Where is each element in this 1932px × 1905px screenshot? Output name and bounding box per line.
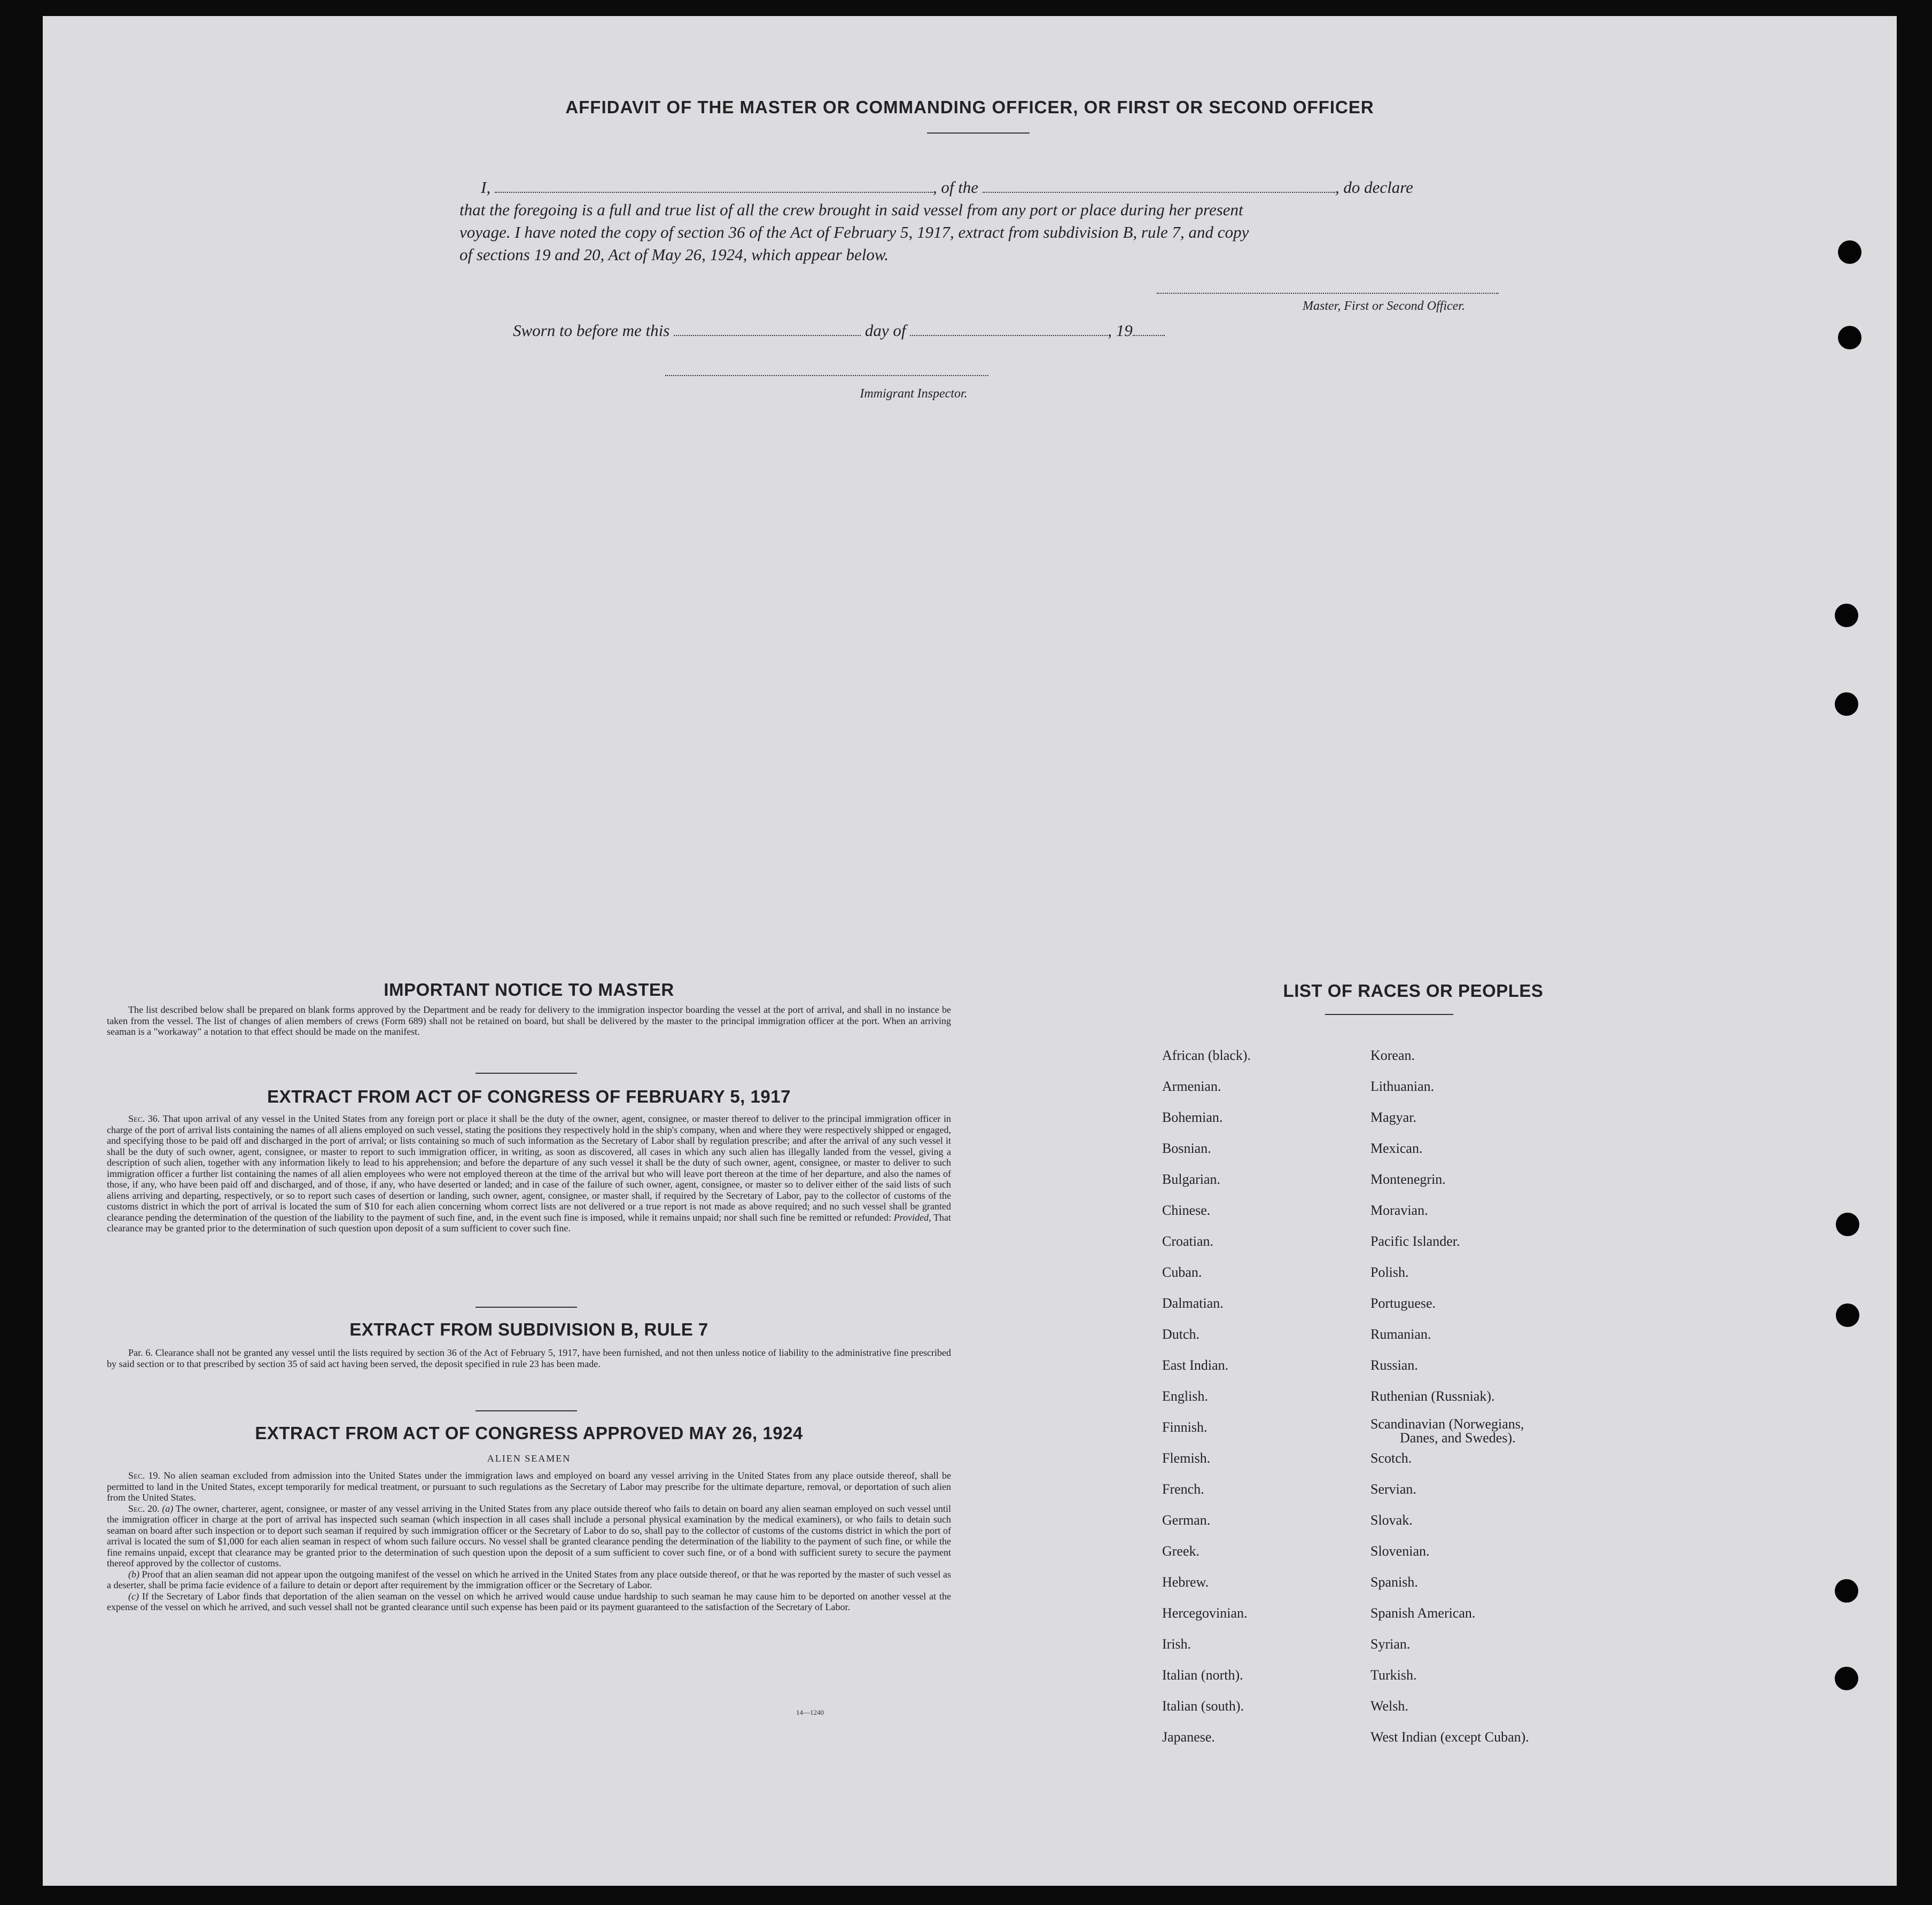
races-title: LIST OF RACES OR PEOPLES — [1283, 981, 1544, 1001]
race-item: Welsh. — [1370, 1698, 1408, 1714]
affidavit-line-4: of sections 19 and 20, Act of May 26, 1924, which appear below. — [459, 245, 889, 264]
affidavit-line-3: voyage. I have noted the copy of section 36 of the Act of February 5, 1917, extract from subdivision B, rule 7, and copy — [459, 223, 1249, 241]
race-item: Italian (north). — [1162, 1667, 1243, 1683]
race-item: Hebrew. — [1162, 1574, 1209, 1590]
section-20c-mark: (c) — [128, 1590, 139, 1602]
race-item: Russian. — [1370, 1357, 1418, 1373]
race-item: Mexican. — [1370, 1141, 1423, 1156]
inspector-signature-line[interactable] — [665, 375, 988, 376]
binder-hole — [1835, 604, 1858, 627]
race-item: African (black). — [1162, 1048, 1251, 1063]
race-item: Lithuanian. — [1370, 1079, 1435, 1094]
race-item: Cuban. — [1162, 1264, 1202, 1280]
race-item: Bosnian. — [1162, 1141, 1211, 1156]
sworn-month-field[interactable] — [910, 322, 1108, 336]
race-item: Korean. — [1370, 1048, 1415, 1063]
binder-hole — [1835, 692, 1858, 716]
rule-7-text — [107, 1347, 951, 1369]
sworn-statement — [513, 319, 1165, 342]
race-item: Bulgarian. — [1162, 1172, 1221, 1187]
race-item: West Indian (except Cuban). — [1370, 1729, 1529, 1745]
section-19-20-text — [107, 1470, 951, 1613]
race-item: Hercegovinian. — [1162, 1605, 1248, 1621]
race-item: Spanish American. — [1370, 1605, 1476, 1621]
section-19-body: No alien seaman excluded from admission into the United States under the immigration laws and employed on board any vessel arriving in the United States from any place outside thereof, shall be permitted to land in the United States, except temporarily for medical treatment, or pursuant to such regulations as the Secretary of Labor may prescribe for the ultimate departure, removal, or deportation of such alien from the United States. — [107, 1470, 951, 1503]
race-item: Scandinavian (Norwegians, — [1370, 1416, 1524, 1432]
divider — [1325, 1014, 1453, 1015]
alien-seamen-subtitle: ALIEN SEAMEN — [487, 1453, 571, 1464]
race-item: Turkish. — [1370, 1667, 1417, 1683]
race-item: Armenian. — [1162, 1079, 1221, 1094]
day-of-text: day of — [864, 321, 906, 340]
divider — [476, 1410, 577, 1411]
race-item: Croatian. — [1162, 1233, 1214, 1249]
race-item: Scotch. — [1370, 1450, 1412, 1466]
race-item: Irish. — [1162, 1636, 1191, 1652]
race-item: French. — [1162, 1481, 1204, 1497]
race-item: Greek. — [1162, 1543, 1200, 1559]
binder-hole — [1836, 1213, 1859, 1236]
binder-hole — [1838, 240, 1861, 264]
race-item: Slovak. — [1370, 1512, 1413, 1528]
do-declare-text: , do declare — [1335, 178, 1413, 197]
race-item: Syrian. — [1370, 1636, 1411, 1652]
section-20a-body: The owner, charterer, agent, consignee, or master of any vessel arriving in the United States from any place outside thereof who fails to detain on board any alien seaman employed on such vessel until the immigration officer in charge at the port of arrival has inspected such seaman (which inspection in all cases shall include a personal physical examination by the medical examiners), or who fails to detain such seaman on board after such inspection or to deport such seaman if required by such immigration officer or the Secretary of Labor to do so, shall pay to the collector of customs of the customs district in which the port of arrival is located the sum of $1,000 for each alien seaman in respect of whom such failure occurs. No vessel shall be granted clearance pending the determination of the liability to the payment of such fine, or while the fine remains unpaid, except that clearance may be granted prior to the determination of such question upon the deposit of a sum sufficient to cover such fine, or of a bond with sufficient surety to secure the payment thereof approved by the collector of customs. — [107, 1503, 951, 1568]
section-36-text — [107, 1113, 951, 1234]
year-prefix: , 19 — [1108, 321, 1133, 340]
race-item: Spanish. — [1370, 1574, 1418, 1590]
binder-hole — [1838, 326, 1861, 349]
race-item: English. — [1162, 1388, 1208, 1404]
master-signature-line[interactable] — [1157, 293, 1499, 294]
form-page — [43, 16, 1897, 1886]
race-item: Pacific Islander. — [1370, 1233, 1460, 1249]
race-item-continuation: Danes, and Swedes). — [1400, 1430, 1516, 1446]
binder-hole — [1836, 1303, 1859, 1327]
race-item: Moravian. — [1370, 1203, 1428, 1218]
race-item: Chinese. — [1162, 1203, 1211, 1218]
section-20-label: Sec. 20. — [128, 1503, 160, 1514]
sworn-day-field[interactable] — [674, 322, 861, 336]
of-the-text: , of the — [932, 178, 979, 197]
notice-paragraph: The list described below shall be prepared on blank forms approved by the Department and be ready for delivery to the immigration inspector boarding the vessel at the port of arrival, and shall in no instance be taken from the vessel. The list of changes of alien members of crews (Form 689) shall not be retained on board, but shall be delivered by the master to the principal immigration officer at the port. When an arriving seaman is a "workaway" a notation to that effect should be made on the manifest. — [107, 1004, 951, 1037]
race-item: Magyar. — [1370, 1110, 1416, 1125]
race-item: Italian (south). — [1162, 1698, 1244, 1714]
race-item: Portuguese. — [1370, 1295, 1436, 1311]
provided-word: Provided, — [893, 1212, 931, 1223]
section-20c-body: If the Secretary of Labor finds that deportation of the alien seaman on the vessel on which he arrived would cause undue hardship to such seaman he may cause him to be deported on another vessel at the expense of the vessel on which he arrived, and such vessel shall not be granted clearance until such expense has been paid or its payment guaranteed to the satisfaction of the Secretary of Labor. — [107, 1590, 951, 1612]
section-36-label: Sec. 36. — [128, 1113, 160, 1124]
race-item: Finnish. — [1162, 1419, 1208, 1435]
title-underline — [927, 132, 1030, 134]
race-item: Ruthenian (Russniak). — [1370, 1388, 1495, 1404]
race-item: Slovenian. — [1370, 1543, 1430, 1559]
master-signature-label: Master, First or Second Officer. — [1303, 299, 1465, 313]
race-item: Servian. — [1370, 1481, 1416, 1497]
divider — [476, 1307, 577, 1308]
race-item: Dalmatian. — [1162, 1295, 1224, 1311]
section-20b-mark: (b) — [128, 1568, 139, 1580]
race-item: Rumanian. — [1370, 1326, 1431, 1342]
sworn-year-field[interactable] — [1133, 322, 1165, 336]
binder-hole — [1835, 1579, 1858, 1603]
sworn-text: Sworn to before me this — [513, 321, 670, 340]
section-36-end: That clearance may be granted prior to the determination of such question upon deposit of a sum sufficient to cover such fine. — [107, 1212, 951, 1233]
affidavit-title: AFFIDAVIT OF THE MASTER OR COMMANDING OFFICER, OR FIRST OR SECOND OFFICER — [565, 97, 1374, 117]
section-19-label: Sec. 19. — [128, 1470, 160, 1481]
binder-hole — [1835, 1667, 1858, 1690]
notice-body — [107, 1004, 951, 1037]
notice-title: IMPORTANT NOTICE TO MASTER — [384, 980, 674, 1000]
affidavit-line-2: that the foregoing is a full and true list of all the crew brought in said vessel from any port or place during her present — [459, 200, 1243, 219]
form-number: 14—1240 — [796, 1708, 824, 1716]
race-item: Montenegrin. — [1370, 1172, 1446, 1187]
section-36-body: That upon arrival of any vessel in the United States from any foreign port or place it shall be the duty of the owner, agent, consignee, or master thereof to deliver to the principal immigration officer in charge of the port of arrival lists containing the names of all aliens employed on such vessel, stating the positions they respectively hold in the ship's company, when and where they were respectively shipped or engaged, and specifying those to be paid off and discharged in the port of arrival; or lists containing so much of such information as the Secretary of Labor shall by regulation prescribe; and after the arrival of any such vessel it shall be the duty of such owner, agent, consignee, or master to report to such immigration officer, in writing, as soon as discovered, all cases in which any such alien has illegally landed from the vessel, giving a description of such alien, together with any information likely to lead to his apprehension; and before the departure of any such vessel it shall be the duty of such owner, agent, consignee, or master to deliver to such immigration officer a further list containing the names of all alien employees who were not employed thereon at the time of the arrival but who will leave port thereon at the time of her departure, and also the names of those, if any, who have been paid off and discharged, and of those, if any, who have deserted or landed; and in case of the failure of such owner, agent, consignee, or master so to deliver either of the said lists of such aliens arriving and departing, respectively, or so to report such cases of desertion or landing, such owner, agent, consignee, or master shall, if required by the Secretary of Labor, pay to the collector of customs of the customs district in which the port of arrival is located the sum of $10 for each alien concerning whom correct lists are not delivered or a true report is not made as above required; and no such vessel shall be granted clearance pending the determination of the question of the liability to the payment of such fine, and, in the event such fine is imposed, while it remains unpaid; nor shall such fine be remitted or refunded: — [107, 1113, 951, 1223]
section-20b-body: Proof that an alien seaman did not appear upon the outgoing manifest of the vessel on which he arrived in the United States from any place outside thereof, or that he was reported by the master of such vessel as a deserter, shall be prima facie evidence of a failure to detain or deport after requirement by the immigration officer or the Secretary of Labor. — [107, 1568, 952, 1590]
section-20a-mark: (a) — [162, 1503, 174, 1514]
race-item: German. — [1162, 1512, 1211, 1528]
race-item: Flemish. — [1162, 1450, 1211, 1466]
race-item: Japanese. — [1162, 1729, 1215, 1745]
race-item: Polish. — [1370, 1264, 1409, 1280]
race-item: Dutch. — [1162, 1326, 1200, 1342]
vessel-name-field[interactable] — [983, 179, 1335, 193]
extract-1924-title: EXTRACT FROM ACT OF CONGRESS APPROVED MAY 26, 1924 — [255, 1423, 803, 1443]
master-name-field[interactable] — [495, 179, 933, 193]
rule-7-title: EXTRACT FROM SUBDIVISION B, RULE 7 — [349, 1320, 708, 1339]
inspector-signature-label: Immigrant Inspector. — [860, 387, 968, 401]
affidavit-i: I, — [481, 178, 491, 197]
rule-7-body: Par. 6. Clearance shall not be granted any vessel until the lists required by section 36 of the Act of February 5, 1917, have been furnished, and not then unless notice of liability to the administrative fine prescribed by said section or to that prescribed by section 35 of said act having been served, the deposit specified in rule 23 has been made. — [107, 1347, 951, 1369]
affidavit-statement — [459, 176, 1544, 266]
race-item: Bohemian. — [1162, 1110, 1223, 1125]
divider — [476, 1073, 577, 1074]
extract-1917-title: EXTRACT FROM ACT OF CONGRESS OF FEBRUARY 5, 1917 — [267, 1087, 791, 1106]
race-item: East Indian. — [1162, 1357, 1229, 1373]
